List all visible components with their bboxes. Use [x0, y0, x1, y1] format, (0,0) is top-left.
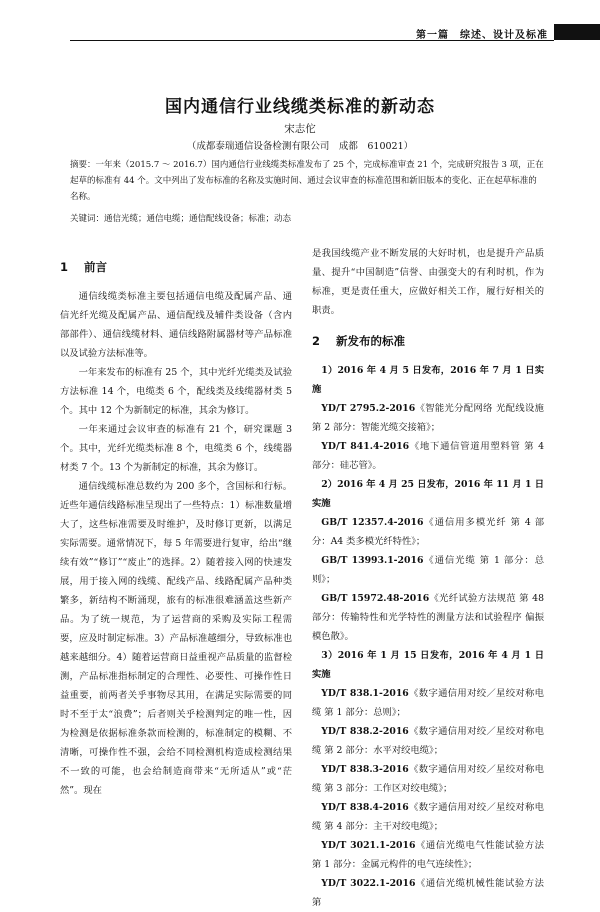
section-title: 新发布的标准 [336, 334, 406, 348]
standard-entry [312, 874, 544, 912]
standard-entry [312, 551, 544, 589]
standard-code: GB/T 12357.4-2016 [321, 517, 424, 528]
article-title: 国内通信行业线缆类标准的新动态 [165, 97, 435, 117]
standard-entry [312, 399, 544, 437]
standard-entry [312, 760, 544, 798]
standard-title: 《智能光分配网络 光配线设施第 2 部分：智能光缆交接箱》； [312, 403, 544, 433]
standard-code: GB/T 15972.48-2016 [321, 593, 430, 604]
standard-title: 《通信光缆机械性能试验方法 第 [312, 878, 544, 908]
abstract: 摘要：一年来（2015.7 ～ 2016.7）国内通信行业线缆类标准发布了 25 个，完成标准审查 21 个，完成研究报告 3 项，正在起草的标准有 44 个。文中列出了发布标准的名称及实施时间、通过会议审查的标准范围和新旧版本的变化、正在起草标准的名称。 [70, 160, 544, 202]
left-column [60, 252, 292, 800]
standard-title: 《地下通信管道用塑料管 第 4 部分：硅芯管》。 [312, 441, 544, 471]
standard-code: YD/T 841.4-2016 [321, 441, 410, 452]
running-title: 第一篇 综述、设计及标准 [416, 30, 548, 41]
standard-entry [312, 684, 544, 722]
standard-entry [312, 722, 544, 760]
standard-title: 《数字通信用对绞／星绞对称电缆 第 4 部分：主干对绞电缆》； [312, 802, 544, 832]
paragraph: 通信线缆标准总数约为 200 多个，含国标和行标。近些年通信线路标准呈现出了一些特点：1）标准数量增大了，这些标准需要及时维护，及时修订更新，以满足实际需要。通常情况下，每 5 年需要进行复审，给出“继续有效”“修订”“废止”的选择。2）随着接入网的快速发展，用于接入网的线缆、配线产品、线路配属产品种类繁多，新结构不断涌现，旅有的标准很难涵盖这些新产品。为了统一规范，为了运营商的采购及实际工程需要，应及时制定标准。3）产品标准越细分，导致标准也越来越细分。4）随着运营商日益重视产品质量的监督检测，产品标准指标制定的合理性、必要性、可操作性日益重要，前两者关乎事物尽其用，在满足实际需要的同时不至于太“浪费”；后者则关乎检测判定的唯一性，因为检测是依据标准条款而检测的，标准制定的模糊、不清晰，可操作性不强，会给不同检测机构造成检测结果不一致的可能，也会给制造商带来“无所适从”或“茫然”。现在 [60, 481, 292, 796]
standard-code: GB/T 13993.1-2016 [321, 555, 424, 566]
standard-title: 《数字通信用对绞／星绞对称电缆 第 1 部分：总则》； [312, 688, 544, 718]
standard-entry [312, 589, 544, 646]
section-heading-2 [312, 332, 544, 351]
standards-list [312, 361, 544, 912]
release-date-heading: 2）2016 年 4 月 25 日发布，2016 年 11 月 1 日实施 [312, 479, 544, 509]
standard-code: YD/T 838.3-2016 [321, 764, 409, 775]
standard-code: YD/T 838.2-2016 [321, 726, 409, 737]
standard-title: 《数字通信用对绞／星绞对称电缆 第 2 部分：水平对绞电缆》； [312, 726, 544, 756]
section-number: 2 [312, 334, 321, 348]
article-author: 宋志佗 [284, 123, 316, 135]
standard-code: YD/T 838.4-2016 [321, 802, 409, 813]
running-header [0, 0, 600, 40]
standard-title: 《通信光缆 第 1 部分：总则》； [312, 555, 544, 585]
paragraph: 一年来发布的标准有 25 个，其中光纤光缆类及试验方法标准 14 个，电缆类 6 个，配线类及线缆器材类 5 个。其中 12 个为新制定的标准，其余为修订。 [60, 367, 292, 416]
standard-title: 《通信光缆电气性能试验方法 第 1 部分：金属元构件的电气连续性》； [312, 840, 544, 870]
keywords: 关键词：通信光缆；通信电缆；通信配线设备；标准；动态 [70, 214, 292, 224]
standard-title: 《数字通信用对绞／星绞对称电缆 第 3 部分：工作区对绞电缆》； [312, 764, 544, 794]
header-black-tab [554, 24, 600, 40]
header-rule [70, 40, 554, 41]
right-column [312, 244, 544, 912]
release-date-heading: 3）2016 年 1 月 15 日发布，2016 年 4 月 1 日实施 [312, 650, 544, 680]
standard-code: YD/T 3021.1-2016 [321, 840, 416, 851]
standard-entry [312, 437, 544, 475]
section-heading-1 [60, 258, 292, 277]
standard-entry [312, 513, 544, 551]
standard-entry [312, 798, 544, 836]
standard-entry [312, 836, 544, 874]
standard-title: 《光纤试验方法规范 第 48 部分：传输特性和光学特性的测量方法和试验程序 偏振模色散》。 [312, 593, 544, 642]
release-date-heading: 1）2016 年 4 月 5 日发布，2016 年 7 月 1 日实施 [312, 365, 544, 395]
section-title: 前言 [84, 260, 108, 274]
paragraph: 通信线缆类标准主要包括通信电缆及配属产品、通信光纤光缆及配属产品、通信配线及辅件类设备（含内部部件）、通信线缆材料、通信线路附属器材等产品标准以及试验方法标准等。 [60, 291, 292, 359]
paragraph: 一年来通过会议审查的标准有 21 个，研究课题 3 个。其中，光纤光缆类标准 8 个，电缆类 6 个，线缆器材类 7 个。13 个为新制定的标准，其余为修订。 [60, 424, 292, 473]
standard-code: YD/T 838.1-2016 [321, 688, 409, 699]
standard-title: 《通信用多模光纤 第 4 部分：A4 类多模光纤特性》； [312, 517, 544, 547]
standard-code: YD/T 2795.2-2016 [321, 403, 416, 414]
paragraph-continuation: 是我国线缆产业不断发展的大好时机，也是提升产品质量、提升“中国制造”信誉、由强变大的有利时机，作为标准，更是责任重大，应做好相关工作，履行好相关的职责。 [312, 248, 544, 316]
article-affiliation: （成都泰瑞通信设备检测有限公司 成都 610021） [186, 141, 414, 152]
section-number: 1 [60, 260, 69, 274]
standard-code: YD/T 3022.1-2016 [321, 878, 416, 889]
